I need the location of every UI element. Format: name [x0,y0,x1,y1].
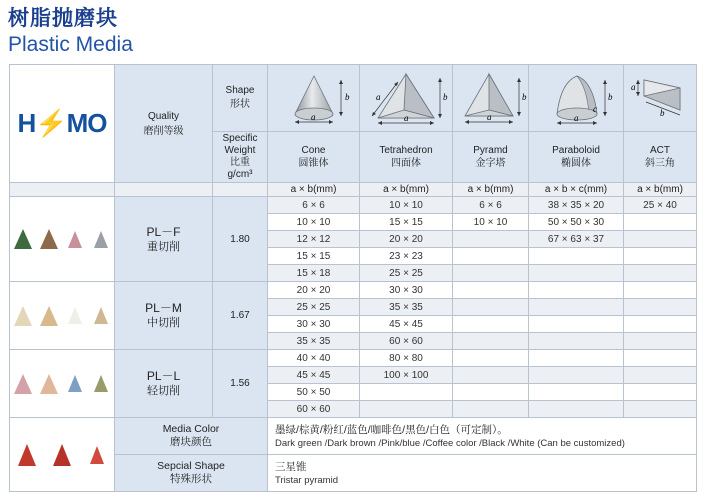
grade-cell-plf [115,197,213,282]
photo-cone-red-1 [10,418,45,491]
shape-label-cn: 形状 [230,99,250,110]
size-act-12 [624,401,697,418]
size-para-4 [529,265,624,282]
cone-illustration-cell [268,65,360,132]
photo-cone-cream [10,282,36,349]
size-cone-4: 15 × 18 [268,265,360,282]
lightning-bolt-icon: ⚡ [35,108,67,138]
tetrahedron-illustration-cell [360,65,453,132]
size-cone-12: 60 × 60 [268,401,360,418]
photo-cone-rose [10,350,36,417]
size-tetra-4: 25 × 25 [360,265,453,282]
weight-dim-spacer [213,183,268,197]
page-title-cn: 树脂抛磨块 [8,7,118,30]
svg-text:a: a [487,112,492,122]
size-cone-3: 15 × 15 [268,248,360,265]
size-act-1 [624,214,697,231]
dim-header-tetrahedron: a × b(mm) [360,183,453,197]
quality-dim-spacer [115,183,213,197]
special-shape-label-en: Sepcial Shape [157,460,225,472]
brand-logo-cell [10,65,115,183]
size-pyr-4 [453,265,529,282]
photo-grid-plm [10,282,114,349]
photo-grid-footer [10,418,114,491]
svg-text:c: c [593,104,597,114]
size-para-1: 50 × 50 × 30 [529,214,624,231]
shape-cone-en: Cone [301,145,326,156]
size-cone-1: 10 × 10 [268,214,360,231]
size-tetra-11 [360,384,453,401]
media-color-value-en: Dark green /Dark brown /Pink/blue /Coffee color /Black /White (Can be customized) [275,437,625,449]
pyramid-icon [455,68,529,128]
size-tetra-1: 15 × 15 [360,214,453,231]
size-pyr-3 [453,248,529,265]
product-photos-footer [10,418,115,492]
table-row-media-color [10,418,697,455]
grade-pll-name: PL－L [146,369,181,383]
size-para-10 [529,367,624,384]
size-act-9 [624,350,697,367]
size-act-4 [624,265,697,282]
tetrahedron-icon [362,68,450,128]
logo-text [17,108,106,139]
photo-cone-white [62,282,88,349]
paraboloid-icon [531,68,623,128]
size-act-5 [624,282,697,299]
pyramid-illustration-cell [453,65,529,132]
size-para-0: 38 × 35 × 20 [529,197,624,214]
size-para-5 [529,282,624,299]
grade-plf-cn: 重切削 [147,240,180,253]
weight-plm: 1.67 [213,282,268,350]
size-pyr-10 [453,367,529,384]
table-row [10,350,697,367]
special-shape-value-cell [268,455,697,492]
dim-header-paraboloid: a × b × c(mm) [529,183,624,197]
svg-text:b: b [344,92,349,102]
special-shape-value-cn: 三星锥 [275,460,307,473]
size-pyr-7 [453,316,529,333]
size-cone-8: 35 × 35 [268,333,360,350]
specific-weight-l1: Specific [222,133,258,144]
size-act-0: 25 × 40 [624,197,697,214]
act-illustration-cell [624,65,697,132]
svg-text:a: a [574,113,579,123]
size-pyr-8 [453,333,529,350]
size-act-11 [624,384,697,401]
size-tetra-10: 100 × 100 [360,367,453,384]
grade-plf-name: PL－F [146,224,181,239]
page-header [0,0,705,58]
special-shape-label-cn: 特殊形状 [170,473,212,485]
paraboloid-illustration-cell [529,65,624,132]
cone-icon [271,68,357,128]
size-act-6 [624,299,697,316]
shape-tetrahedron-cn: 四面体 [391,158,421,169]
photo-cone-blue [62,350,88,417]
table-row [10,282,697,299]
size-para-7 [529,316,624,333]
size-cone-2: 12 × 12 [268,231,360,248]
quality-label-cn: 磨削等级 [143,125,184,137]
size-act-10 [624,367,697,384]
media-color-label-cell [115,418,268,455]
shape-act-en: ACT [650,145,670,156]
media-spec-table [9,64,697,492]
photo-cone-pink [62,197,88,281]
shape-pyramid-en: Pyramd [473,145,508,156]
table-row-dim-headers [10,183,697,197]
size-act-2 [624,231,697,248]
grade-cell-plm [115,282,213,350]
shape-paraboloid-en: Paraboloid [552,145,600,156]
grade-pll-cn: 轻切削 [147,385,180,397]
specific-weight-l4: g/cm³ [227,169,253,180]
shape-label-en: Shape [225,85,255,96]
shape-name-act [624,132,697,183]
product-photos-plm [10,282,115,350]
special-shape-label-cell [115,455,268,492]
table-row-illustrations [10,65,697,132]
size-cone-6: 25 × 25 [268,299,360,316]
logo [12,66,112,181]
svg-text:a: a [631,82,636,92]
size-para-8 [529,333,624,350]
svg-text:a: a [404,113,409,123]
photo-cone-green [10,197,36,281]
svg-text:a: a [310,112,315,122]
shape-cone-cn: 圆锥体 [298,158,329,169]
act-triangle-icon [626,68,696,128]
size-tetra-12 [360,401,453,418]
svg-text:b: b [660,108,665,118]
grade-plm-cn: 中切削 [147,317,180,329]
media-color-label-en: Media Color [162,423,220,435]
dim-header-pyramid: a × b(mm) [453,183,529,197]
size-para-3 [529,248,624,265]
size-pyr-5 [453,282,529,299]
size-para-9 [529,350,624,367]
svg-text:b: b [443,92,448,102]
special-shape-value-en: Tristar pyramid [275,474,338,486]
photo-grid-plf [10,197,114,281]
logo-letter-h: H [17,108,36,138]
weight-plf: 1.80 [213,197,268,282]
svg-text:b: b [522,92,527,102]
shape-paraboloid-cn: 椭圆体 [561,158,591,169]
size-tetra-5: 30 × 30 [360,282,453,299]
product-photos-pll [10,350,115,418]
media-color-label-cn: 磨块颜色 [170,436,212,448]
size-tetra-0: 10 × 10 [360,197,453,214]
size-act-3 [624,248,697,265]
grade-cell-pll [115,350,213,418]
size-pyr-2 [453,231,529,248]
shape-pyramid-cn: 金字塔 [475,158,506,169]
size-cone-9: 40 × 40 [268,350,360,367]
size-tetra-8: 60 × 60 [360,333,453,350]
size-pyr-11 [453,384,529,401]
shape-header-cell [213,65,268,132]
size-tetra-7: 45 × 45 [360,316,453,333]
photo-cone-brown [36,197,62,281]
size-cone-5: 20 × 20 [268,282,360,299]
shape-tetrahedron-en: Tetrahedron [379,145,433,156]
size-tetra-2: 20 × 20 [360,231,453,248]
size-pyr-12 [453,401,529,418]
logo-letters-mo: MO [66,108,107,138]
size-para-12 [529,401,624,418]
size-pyr-1: 10 × 10 [453,214,529,231]
table-row [10,197,697,214]
size-pyr-0: 6 × 6 [453,197,529,214]
size-cone-11: 50 × 50 [268,384,360,401]
size-act-7 [624,316,697,333]
grade-plm-name: PL－M [145,301,182,315]
size-cone-7: 30 × 30 [268,316,360,333]
page-title-en: Plastic Media [8,33,133,56]
quality-label-en: Quality [147,110,180,122]
specific-weight-header-cell [213,132,268,183]
photo-cone-red-2 [45,418,80,491]
size-para-2: 67 × 63 × 37 [529,231,624,248]
shape-name-tetrahedron [360,132,453,183]
size-para-6 [529,299,624,316]
photo-cone-tan [36,282,62,349]
dim-header-cone: a × b(mm) [268,183,360,197]
size-pyr-9 [453,350,529,367]
specific-weight-l2: Weight [224,145,256,156]
photo-cone-peach [36,350,62,417]
photo-cone-olive [88,350,114,417]
photo-grid-pll [10,350,114,417]
dim-header-act: a × b(mm) [624,183,697,197]
weight-pll: 1.56 [213,350,268,418]
quality-header-cell [115,65,213,183]
media-color-value-cn: 墨绿/棕黄/粉红/蓝色/咖啡色/黑色/白色（可定制）。 [275,423,508,436]
size-cone-0: 6 × 6 [268,197,360,214]
photo-cone-grey [88,197,114,281]
product-photos-plf [10,197,115,282]
specific-weight-l3: 比重 [230,157,250,168]
shape-name-cone [268,132,360,183]
photo-cone-red-3 [79,418,114,491]
size-tetra-9: 80 × 80 [360,350,453,367]
photo-cone-sand [88,282,114,349]
shape-name-pyramid [453,132,529,183]
size-tetra-3: 23 × 23 [360,248,453,265]
shape-name-paraboloid [529,132,624,183]
svg-text:b: b [608,92,613,102]
media-color-value-cell [268,418,697,455]
size-cone-10: 45 × 45 [268,367,360,384]
size-pyr-6 [453,299,529,316]
shape-act-cn: 斜三角 [645,158,675,169]
size-para-11 [529,384,624,401]
size-tetra-6: 35 × 35 [360,299,453,316]
size-act-8 [624,333,697,350]
photo-header-spacer [10,183,115,197]
svg-text:a: a [376,92,381,102]
